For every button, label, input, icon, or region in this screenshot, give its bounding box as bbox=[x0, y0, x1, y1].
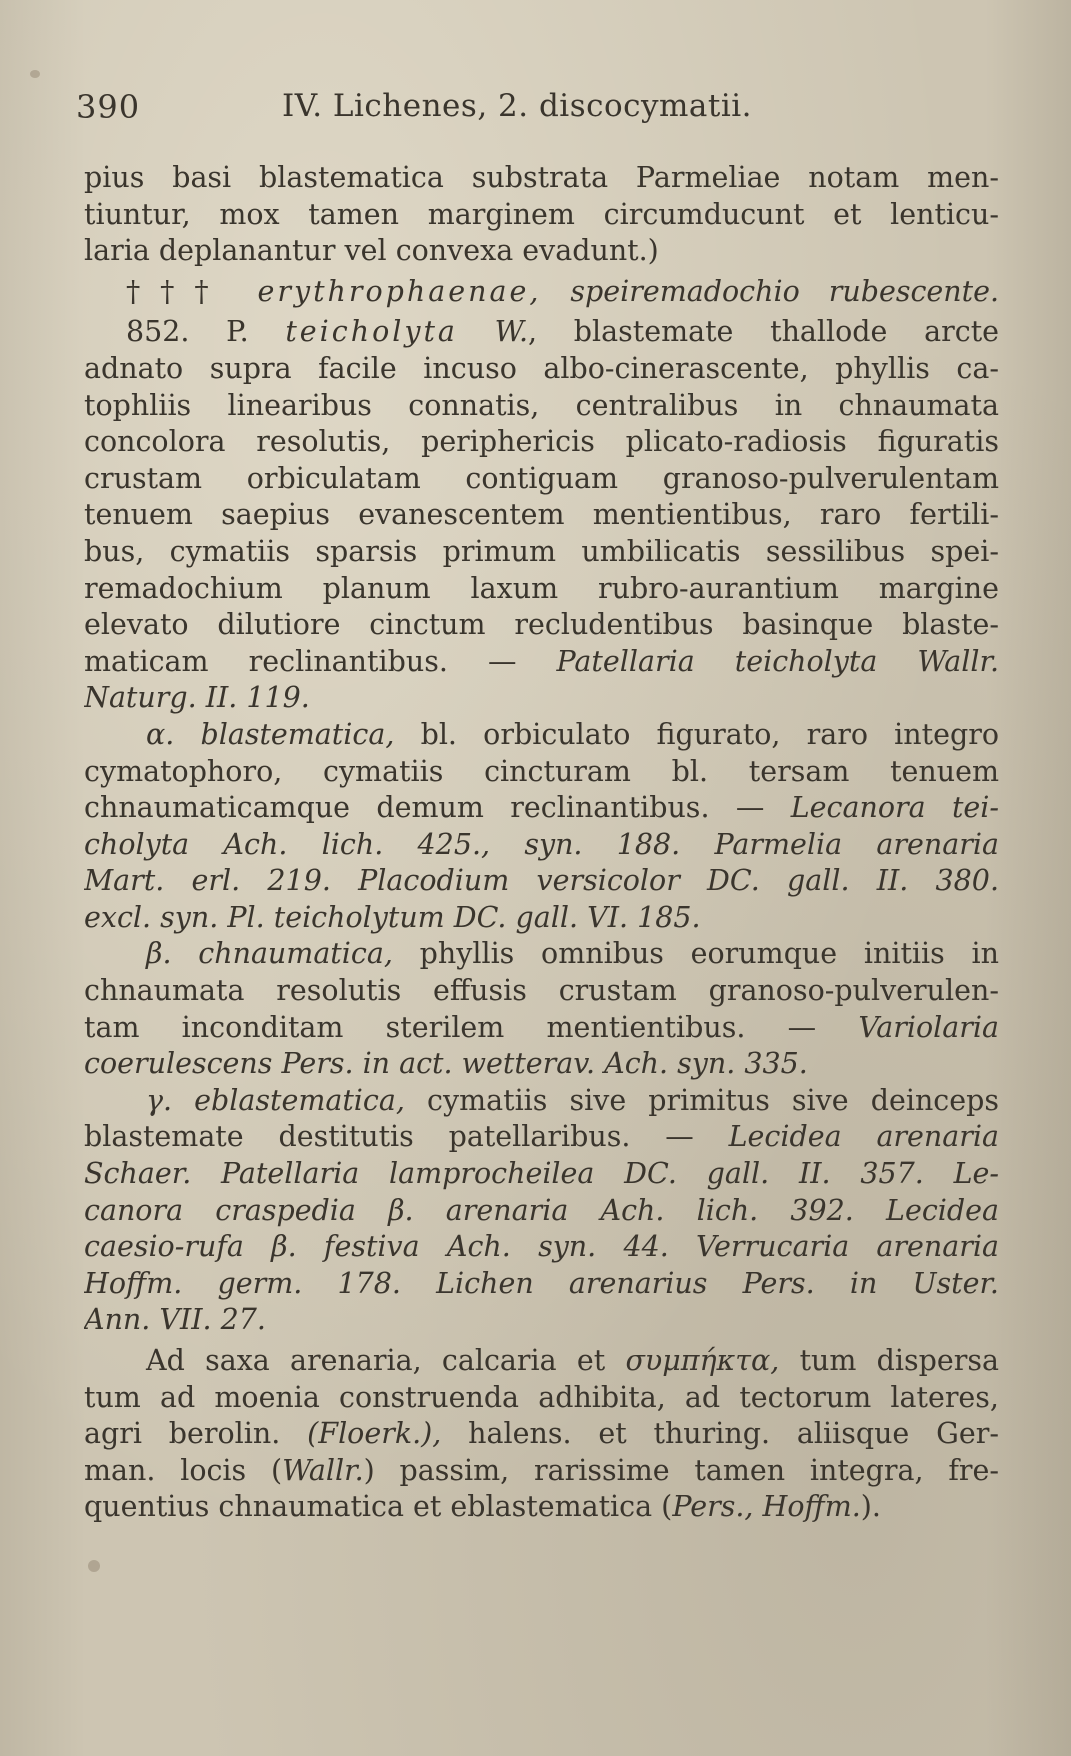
text-line: cymatophoro, cymatiis cincturam bl. tersam tenuem bbox=[84, 754, 999, 788]
text-line bbox=[84, 1416, 999, 1453]
text-line: adnato supra facile incuso albo-cinerascente, phyllis ca- bbox=[84, 351, 999, 385]
text-line: Hoffm. germ. 178. Lichen arenarius Pers. in Uster. bbox=[84, 1266, 999, 1300]
species-number: 852. P. bbox=[126, 315, 249, 349]
text-line: coerulescens Pers. in act. wetterav. Ach. syn. 335. bbox=[84, 1047, 808, 1081]
species-entry bbox=[84, 314, 999, 717]
species-author: W. bbox=[494, 315, 529, 349]
text-run: , blastemate thallode arcte bbox=[528, 315, 999, 349]
text-line: crustam orbiculatam contiguam granoso-pulverulentam bbox=[84, 461, 999, 495]
text-line bbox=[84, 314, 999, 351]
text-line bbox=[84, 644, 999, 681]
variety-gamma bbox=[84, 1083, 999, 1339]
text-line bbox=[84, 1453, 999, 1490]
text-line: Mart. erl. 219. Placodium versicolor DC. gall. II. 380. bbox=[84, 864, 999, 898]
text-run: man. locis ( bbox=[84, 1453, 283, 1487]
variety-alpha bbox=[84, 717, 999, 937]
text-run: blastemate destitutis patellaribus. — bbox=[84, 1120, 694, 1154]
variety-name: γ. eblastematica, bbox=[146, 1083, 405, 1117]
text-run: maticam reclinantibus. — bbox=[84, 644, 517, 678]
text-run: bl. orbiculato figurato, raro integro bbox=[420, 717, 999, 751]
text-line: Ann. VII. 27. bbox=[84, 1303, 266, 1337]
text-run: Ad saxa arenaria, calcaria et bbox=[146, 1344, 606, 1377]
synonym-reference: Lecanora tei- bbox=[790, 791, 999, 825]
text-line: chnaumata resolutis effusis crustam granoso-pulverulen- bbox=[84, 974, 999, 1008]
text-line: excl. syn. Pl. teicholytum DC. gall. VI. 185. bbox=[84, 900, 701, 934]
text-line: cholyta Ach. lich. 425., syn. 188. Parmelia arenaria bbox=[84, 827, 999, 861]
text-run: halens. et thuring. aliisque Ger- bbox=[468, 1417, 999, 1451]
ink-stain bbox=[30, 70, 40, 78]
authority-citation: Pers., Hoffm. bbox=[672, 1490, 861, 1524]
text-run: agri berolin. bbox=[84, 1417, 281, 1451]
page-body bbox=[84, 160, 999, 1526]
habitat-paragraph bbox=[84, 1343, 999, 1526]
text-line bbox=[84, 936, 999, 973]
text-run: quentius chnaumatica et eblastematica ( bbox=[84, 1490, 673, 1524]
authority-citation: (Floerk.), bbox=[307, 1417, 442, 1451]
text-run: ) passim, rarissime tamen integra, fre- bbox=[363, 1453, 999, 1487]
text-line: tum ad moenia construenda adhibita, ad tectorum lateres, bbox=[84, 1380, 999, 1414]
text-line: tophliis linearibus connatis, centralibus in chnaumata bbox=[84, 388, 999, 422]
text-run: ). bbox=[860, 1490, 881, 1524]
text-line: remadochium planum laxum rubro-aurantium margine bbox=[84, 571, 999, 605]
section-heading bbox=[84, 274, 999, 311]
text-line: concolora resolutis, periphericis plicato-radiosis figuratis bbox=[84, 425, 999, 459]
section-description: speiremadochio rubescente. bbox=[570, 274, 999, 308]
text-line bbox=[84, 1083, 999, 1120]
section-marker: ††† bbox=[126, 274, 229, 308]
variety-beta bbox=[84, 936, 999, 1082]
text-line: elevato dilutiore cinctum recludentibus basinque blaste- bbox=[84, 608, 999, 642]
authority-citation: Wallr. bbox=[282, 1453, 364, 1487]
text-run: phyllis omnibus eorumque initiis in bbox=[419, 937, 999, 971]
text-line bbox=[84, 790, 999, 827]
synonym-reference: Lecidea arenaria bbox=[728, 1120, 999, 1154]
synonym-reference: Patellaria teicholyta Wallr. bbox=[556, 644, 999, 678]
page-number: 390 bbox=[76, 88, 141, 126]
variety-name: β. chnaumatica, bbox=[146, 937, 393, 971]
text-line: Schaer. Patellaria lamprocheilea DC. gall. II. 357. Le- bbox=[84, 1157, 999, 1191]
text-run: tam inconditam sterilem mentientibus. — bbox=[84, 1010, 817, 1044]
page-header bbox=[76, 88, 996, 128]
text-line bbox=[84, 1119, 999, 1156]
text-line bbox=[84, 1010, 999, 1047]
section-name: erythrophaenae, bbox=[257, 274, 542, 308]
text-line: bus, cymatiis sparsis primum umbilicatis sessilibus spei- bbox=[84, 534, 999, 568]
text-line: pius basi blastematica substrata Parmeliae notam men- bbox=[84, 161, 999, 194]
section-heading-line bbox=[84, 274, 999, 311]
variety-name: α. blastematica, bbox=[146, 717, 395, 751]
greek-term: συμπήκτα, bbox=[625, 1344, 780, 1377]
ink-stain bbox=[88, 1560, 100, 1572]
running-head: IV. Lichenes, 2. discocymatii. bbox=[282, 88, 753, 124]
text-run: tum dispersa bbox=[799, 1344, 999, 1377]
text-line: laria deplanantur vel convexa evadunt.) bbox=[84, 234, 659, 268]
text-line: caesio-rufa β. festiva Ach. syn. 44. Verrucaria arenaria bbox=[84, 1230, 999, 1264]
text-line: tenuem saepius evanescentem mentientibus, raro fertili- bbox=[84, 498, 999, 532]
species-name: teicholyta bbox=[285, 315, 458, 349]
text-line bbox=[84, 1343, 999, 1380]
text-run: chnaumaticamque demum reclinantibus. — bbox=[84, 791, 765, 825]
text-run: cymatiis sive primitus sive deinceps bbox=[427, 1083, 999, 1117]
intro-paragraph bbox=[84, 160, 999, 270]
synonym-reference: Variolaria bbox=[858, 1010, 999, 1044]
text-line: tiuntur, mox tamen marginem circumducunt et lenticu- bbox=[84, 197, 999, 231]
text-line: canora craspedia β. arenaria Ach. lich. 392. Lecidea bbox=[84, 1193, 999, 1227]
text-line bbox=[84, 717, 999, 754]
text-line: Naturg. II. 119. bbox=[84, 681, 310, 715]
text-line bbox=[84, 1489, 999, 1526]
